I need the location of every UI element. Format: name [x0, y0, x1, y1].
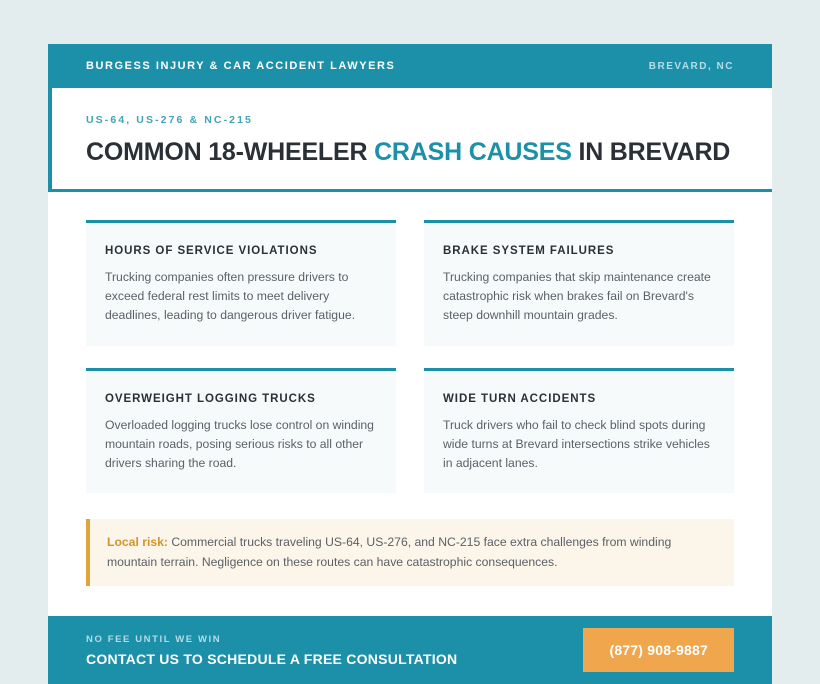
cta-headline: CONTACT US TO SCHEDULE A FREE CONSULTATION: [86, 650, 458, 667]
content-panel: [48, 44, 772, 684]
local-risk-notice: [86, 519, 734, 586]
title-block: [48, 88, 772, 192]
headline-part-1: COMMON 18-WHEELER: [86, 138, 375, 166]
cta-bar: [48, 616, 772, 684]
eyebrow-routes: US-64, US-276 & NC-215: [86, 114, 253, 126]
page-title: [86, 138, 734, 167]
cause-card-body: Trucking companies that skip maintenance create catastrophic risk when brakes fail on Brevard's steep downhill mountain grades.: [443, 269, 711, 323]
cause-card: [424, 220, 734, 346]
cause-card-title: OVERWEIGHT LOGGING TRUCKS: [105, 392, 316, 405]
cause-card-body: Truck drivers who fail to check blind spots during wide turns at Brevard intersections strike vehicles in adjacent lanes.: [443, 417, 710, 471]
local-risk-body: Commercial trucks traveling US-64, US-276, and NC-215 face extra challenges from winding mountain terrain. Negligence on these routes can have catastrophic consequences.: [107, 535, 672, 569]
cards-grid: [86, 220, 734, 494]
local-risk-label: Local risk:: [107, 535, 168, 550]
local-risk-text: [107, 533, 716, 572]
cause-card-title: HOURS OF SERVICE VIOLATIONS: [105, 244, 318, 257]
cta-text-group: [86, 634, 457, 667]
notice-section: [48, 493, 772, 616]
headline-accent: CRASH CAUSES: [374, 138, 572, 166]
brand-bar: [48, 44, 772, 88]
cause-card: [424, 368, 734, 494]
phone-call-button[interactable]: (877) 908-9887: [583, 628, 734, 672]
cause-card: [86, 220, 396, 346]
cause-card-title: WIDE TURN ACCIDENTS: [443, 392, 597, 405]
headline-part-2: IN BREVARD: [571, 138, 731, 166]
cards-section: [48, 192, 772, 494]
cause-card: [86, 368, 396, 494]
firm-name: BURGESS INJURY & CAR ACCIDENT LAWYERS: [86, 60, 396, 72]
cta-kicker: NO FEE UNTIL WE WIN: [86, 633, 222, 645]
location-label: BREVARD, NC: [648, 60, 734, 72]
cause-card-title: BRAKE SYSTEM FAILURES: [443, 244, 615, 257]
cause-card-body: Overloaded logging trucks lose control on winding mountain roads, posing serious risks to all other drivers sharing the road.: [105, 417, 374, 471]
cause-card-body: Trucking companies often pressure drivers to exceed federal rest limits to meet delivery deadlines, leading to dangerous driver fatigue.: [105, 269, 356, 323]
